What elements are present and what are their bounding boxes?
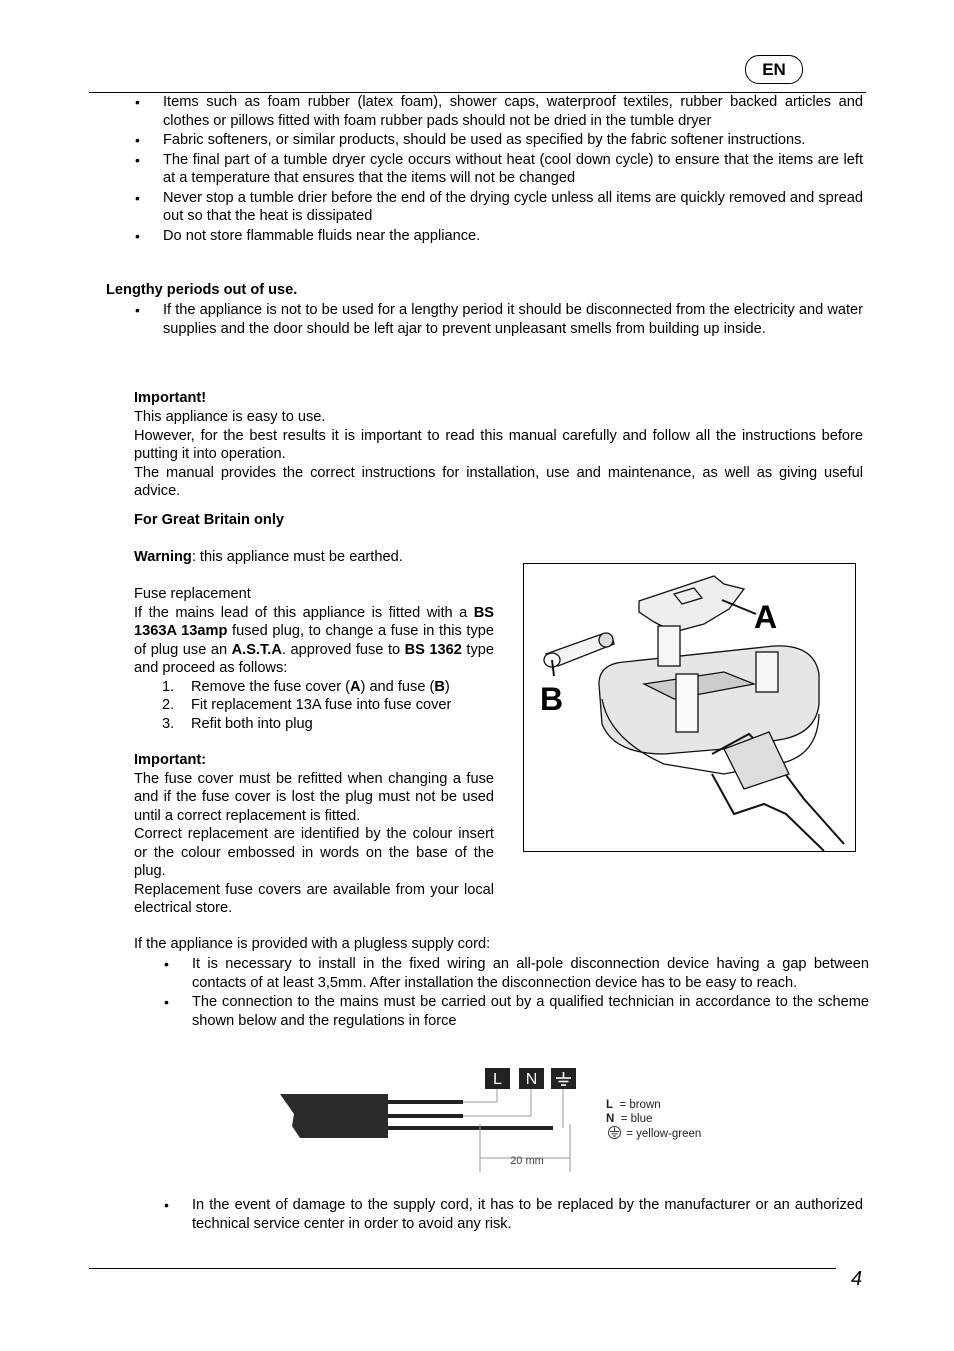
fuse-cover [639,576,744,632]
important-line-1: This appliance is easy to use. [134,409,326,425]
cable-sheath [280,1094,388,1138]
dimension-label: 20 mm [510,1155,544,1167]
list-item [134,715,494,734]
important-fuse-heading: Important: [134,752,207,768]
important-heading: Important! [134,390,207,406]
footer-rule [89,1268,836,1269]
important-body [134,408,863,501]
earth-icon [606,1126,623,1139]
wires [388,1102,553,1128]
fuse-spec-plug: BS 1363A 13amp [134,604,494,639]
legend-text: = blue [620,1113,653,1125]
warning-text: : this appliance must be earthed. [191,549,403,565]
list-item [134,678,494,697]
wiring-diagram [278,1066,738,1176]
legend-row [606,1112,736,1126]
fuse-text-2: fused plug, to change a fuse in this type of plug use an [134,623,494,658]
label-a: A [754,599,778,635]
plugless-intro: If the appliance is provided with a plugless supply cord: [134,936,491,952]
wire-legend [606,1098,736,1141]
section-heading-lengthy: Lengthy periods out of use. [106,282,298,298]
cord-damage-bullets [192,1196,863,1233]
legend-row [606,1126,736,1141]
list-item: • It is necessary to install in the fixed wiring an all-pole disconnection device having a gap between contacts of at least 3,5mm. After installation the disconnection device has to be easy to reach. [192,955,869,992]
fuse-spec-bs1362: BS 1362 [404,641,462,658]
earth-warning [134,548,403,567]
fuse-steps [134,678,494,734]
list-item: • The connection to the mains must be carried out by a qualified technician in accordance to the scheme shown below and the regulations in force [192,993,869,1030]
step-text: ) [444,678,450,695]
important-fuse-p2: Correct replacement are identified by the colour insert or the colour embossed in words on the base of the plug. [134,826,494,879]
legend-key: L [606,1099,614,1111]
list-item: • Never stop a tumble drier before the end of the drying cycle unless all items are quickly removed and spread out so that the heat is dissipated [163,189,863,226]
legend-text: = brown [619,1099,661,1111]
language-badge: EN [745,55,803,84]
list-item [134,696,494,715]
fuse-heading: Fuse replacement [134,586,251,602]
list-item: • If the appliance is not to be used for a lengthy period it should be disconnected from the electricity and water supplies and the door should be left ajar to prevent unpleasant smells from building up inside. [163,301,863,338]
step-number: 2. [162,697,175,713]
label-b: B [540,681,564,717]
gb-heading: For Great Britain only [134,512,285,528]
page-number: 4 [851,1268,863,1290]
fuse-text-3: . approved fuse to [281,641,405,658]
fuse-spec-asta: A.S.T.A [231,641,282,658]
step-text: Fit replacement 13A fuse into fuse cover [191,697,452,713]
list-item: • In the event of damage to the supply cord, it has to be replaced by the manufacturer or an authorized technical service center in order to avoid any risk. [192,1196,863,1233]
plug-figure [523,563,856,852]
lengthy-bullets [163,301,863,338]
legend-key: N [606,1113,615,1125]
list-item: • The final part of a tumble dryer cycle occurs without heat (cool down cycle) to ensure that the items are left at a temperature that ensures that the items will not be changed [163,151,863,188]
plug-body [599,646,819,754]
list-item: • Fabric softeners, or similar products, should be used as specified by the fabric softener instructions. [163,131,863,150]
terminal-l-label: L [493,1071,502,1088]
step-number: 3. [162,715,175,732]
list-item: • Items such as foam rubber (latex foam), shower caps, waterproof textiles, rubber backed articles and clothes or pillows fitted with foam rubber pads should not be dried in the tumble dryer [163,93,863,130]
terminal-n-label: N [525,1071,538,1088]
step-text: ) and fuse ( [360,678,435,695]
fuse-section [134,585,494,918]
step-ref-a: A [349,678,361,695]
important-line-3: The manual provides the correct instructions for installation, use and maintenance, as well as giving useful advice. [134,464,863,499]
list-item: • Do not store flammable fluids near the appliance. [163,227,863,246]
legend-row [606,1098,736,1112]
important-line-2: However, for the best results it is important to read this manual carefully and follow all the instructions before putting it into operation. [134,427,863,462]
fuse-text-4: type and proceed as follows: [134,641,495,676]
plugless-bullets [192,955,869,1030]
warning-label: Warning [134,549,192,565]
fuse-text-1: If the mains lead of this appliance is fitted with a [134,604,474,621]
plug-illustration [524,564,855,851]
step-ref-b: B [434,678,445,695]
important-fuse-p1: The fuse cover must be refitted when changing a fuse and if the fuse cover is lost the plug must not be used until a correct replacement is fitted. [134,770,494,824]
step-text: Refit both into plug [191,715,313,732]
legend-text: = yellow-green [626,1128,702,1140]
fuse-paragraph [134,604,494,678]
important-fuse-p3: Replacement fuse covers are available from your local electrical store. [134,881,494,916]
step-number: 1. [162,678,175,695]
safety-bullets [163,93,863,245]
step-text: Remove the fuse cover ( [191,678,350,695]
